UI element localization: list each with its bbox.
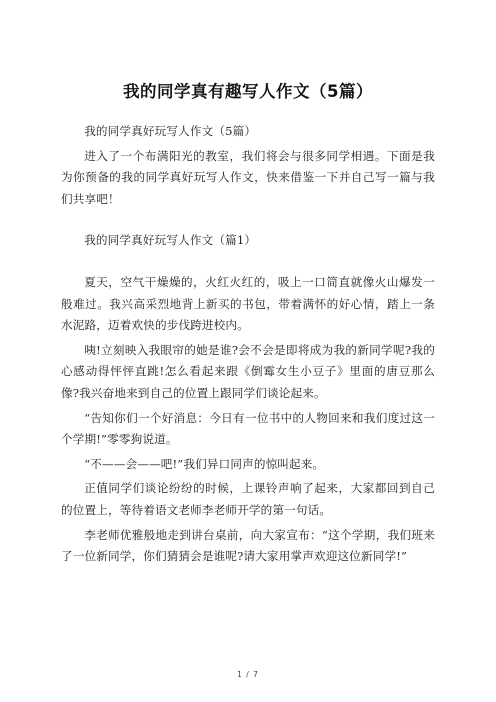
paragraph-intro: 进入了一个布满阳光的教室，我们将会与很多同学相遇。下面是我为你预备的我的同学真好玩写人作文，快来借鉴一下并自己写一篇与我们共享吧！ — [61, 148, 435, 206]
paragraph-body: “不——会——吧!”我们异口同声的惊叫起来。 — [84, 456, 325, 471]
paragraph-body: 夏天，空气干燥燥的，火红火红的，吸上一口简直就像火山爆发一般难过。我兴高采烈地背上新买的书包，带着满怀的好心情，踏上一条水泥路，迈着欢快的步伐跨进校内。 — [61, 274, 435, 333]
paragraph-body: “告知你们一个好消息：今日有一位书中的人物回来和我们度过这一个学期!”零零狗说道。 — [61, 410, 435, 447]
paragraph-body: 正值同学们谈论纷纷的时候，上课铃声响了起来，大家都回到自己的位置上，等待着语文老师李老师开学的第一句话。 — [61, 481, 435, 517]
document-title: 我的同学真有趣写人作文（5篇） — [123, 82, 373, 101]
page-number: 1 / 7 — [237, 670, 259, 679]
paragraph-body: 李老师优雅般地走到讲台桌前，向大家宣布：“这个学期，我们班来了一位新同学，你们猜猜会是谁呢?请大家用掌声欢迎这位新同学!” — [61, 527, 435, 564]
document-body — [61, 121, 435, 568]
paragraph-body: 咦!立刻映入我眼帘的她是谁?会不会是即将成为我的新同学呢?我的心感动得怦怦直跳!怎么看起来跟《倒霉女生小豆子》里面的唐豆那么像?我兴奋地来到自己的位置上跟同学们谈论起来。 — [61, 342, 435, 400]
paragraph-subtitle: 我的同学真好玩写人作文（5篇） — [84, 124, 257, 138]
paragraph-section-heading: 我的同学真好玩写人作文（篇1） — [84, 233, 257, 248]
